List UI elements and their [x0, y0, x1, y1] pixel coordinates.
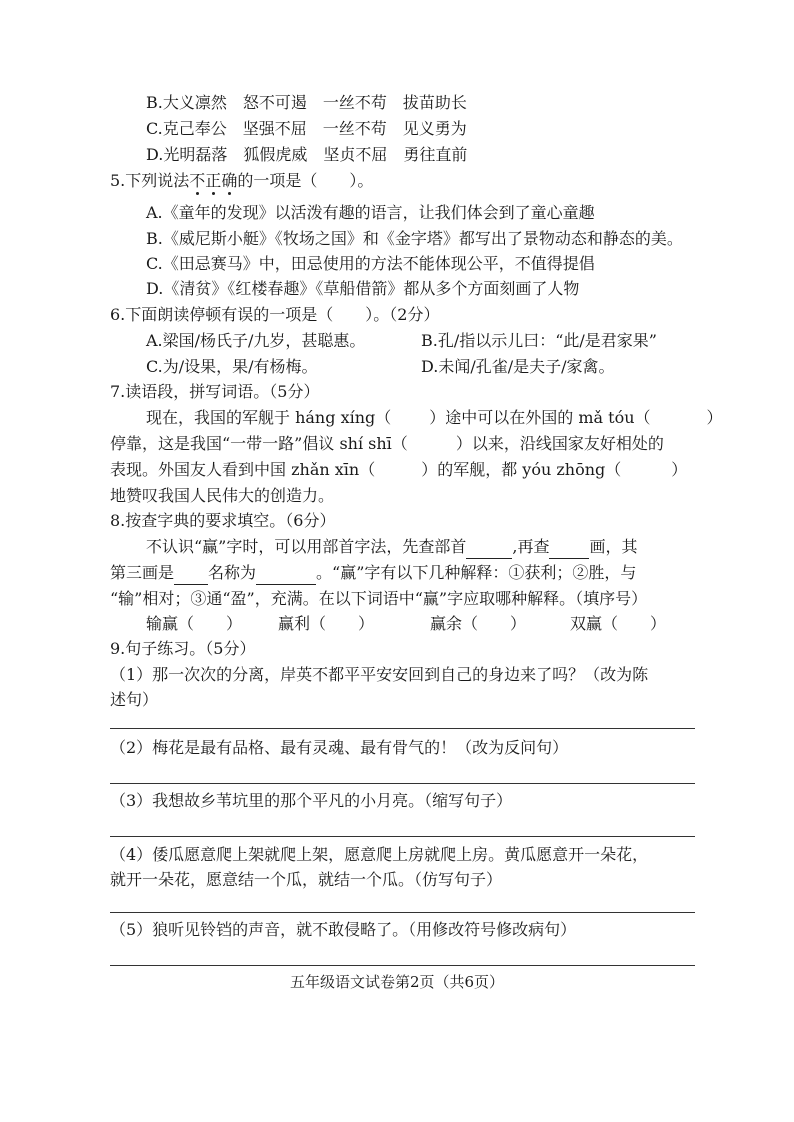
q7-text: ） [706, 408, 723, 427]
answer-line[interactable] [110, 783, 695, 784]
q6-option-d: D.未闻/孔雀/是夫子/家禽。 [421, 357, 615, 376]
q5-option-c: C.《田忌赛马》中，田忌使用的方法不能体现公平，不值得提倡 [146, 254, 595, 273]
radical-blank[interactable] [466, 536, 512, 559]
strokes-blank[interactable] [549, 536, 589, 559]
q8-text: ,再查 [512, 537, 550, 556]
page-footer: 五年级语文试卷第2页（共6页） [289, 973, 505, 991]
q7-text: ）以来，沿线国家友好相处的 [455, 434, 664, 453]
q6-option-a: A.梁国/杨氏子/九岁，甚聪惠。 [146, 331, 366, 350]
q8-text: 不认识“赢”字时，可以用部首字法，先查部首 [146, 537, 467, 556]
q9-sentence-2: （2）梅花是最有品格、最有灵魂、最有骨气的！（改为反问句） [110, 738, 569, 757]
q8-text: 画，其 [589, 537, 638, 556]
q5-stem-pre: 5.下列说法 [110, 171, 190, 190]
q7-text: 现在，我国的军舰于 háng xíng（ [146, 408, 392, 427]
q8-word-shuying[interactable]: 输赢（ ） [146, 614, 243, 633]
q7-text: 表现。外国友人看到中国 zhǎn xīn（ [110, 460, 376, 479]
q5-emphasis-char: 正 [205, 171, 222, 190]
q6-stem: 6.下面朗读停顿有误的一项是（ ）。（2分） [110, 305, 440, 324]
q7-text: ）途中可以在外国的 mǎ tóu（ [429, 408, 651, 427]
q8-line-1 [146, 536, 637, 559]
q6-option-b: B.孔/指以示儿曰：“此/是君家果” [421, 331, 657, 350]
q9-sentence-1-cont: 述句） [110, 690, 159, 709]
q7-line-2 [110, 433, 664, 455]
q5-stem [110, 170, 373, 192]
q6-option-c: C.为/设果，果/有杨梅。 [146, 357, 318, 376]
q9-stem: 9.句子练习。（5分） [110, 639, 256, 658]
answer-line[interactable] [110, 836, 695, 837]
q5-emphasis-char: 确 [221, 171, 238, 190]
q4-option-d: D.光明磊落 狐假虎威 坚贞不屈 勇往直前 [146, 145, 468, 164]
q5-stem-post: 的一项是（ ）。 [237, 171, 374, 190]
q7-line-4: 地赞叹我国人民伟大的创造力。 [110, 486, 335, 505]
q9-sentence-1: （1）那一次次的分离，岸英不都平平安安回到自己的身边来了吗？（改为陈 [110, 665, 649, 684]
third-stroke-blank[interactable] [174, 562, 208, 585]
q7-text: ） [671, 460, 688, 479]
q5-option-b: B.《威尼斯小艇》《牧场之国》和《金字塔》都写出了景物动态和静态的美。 [146, 229, 683, 248]
q8-stem: 8.按查字典的要求填空。（6分） [110, 511, 336, 530]
q5-option-a: A.《童年的发现》以活泼有趣的语言，让我们体会到了童心童趣 [146, 203, 595, 222]
answer-line[interactable] [110, 912, 695, 913]
q8-text: 第三画是 [110, 563, 175, 582]
q5-emphasis-char: 不 [189, 171, 206, 190]
q7-line-3 [110, 459, 687, 481]
q9-sentence-5: （5）狼听见铃铛的声音，就不敢侵略了。（用修改符号修改病句） [110, 920, 577, 939]
q4-option-b: B.大义凛然 怒不可遏 一丝不苟 拔苗助长 [146, 93, 467, 112]
q8-word-yingli[interactable]: 赢利（ ） [278, 614, 375, 633]
answer-line[interactable] [110, 728, 695, 729]
stroke-name-blank[interactable] [256, 562, 316, 585]
q8-word-yingyu[interactable]: 赢余（ ） [430, 614, 527, 633]
answer-line[interactable] [110, 965, 695, 966]
q4-option-c: C.克己奉公 坚强不屈 一丝不苟 见义勇为 [146, 119, 467, 138]
q9-sentence-4-cont: 就开一朵花，愿意结一个瓜，就结一个瓜。（仿写句子） [110, 870, 503, 889]
q8-text: 。“赢”字有以下几种解释：①获利；②胜，与 [316, 563, 637, 582]
q9-sentence-3: （3）我想故乡苇坑里的那个平凡的小月亮。（缩写句子） [110, 791, 513, 810]
q9-sentence-4: （4）倭瓜愿意爬上架就爬上架，愿意爬上房就爬上房。黄瓜愿意开一朵花， [110, 845, 649, 864]
q8-text: 名称为 [208, 563, 257, 582]
q8-line-3: “输”相对；③通“盈”，充满。在以下词语中“赢”字应取哪种解释。（填序号） [110, 589, 648, 608]
q8-line-2 [110, 562, 636, 585]
q5-option-d: D.《清贫》《红楼春趣》《草船借箭》都从多个方面刻画了人物 [146, 279, 580, 298]
q7-text: 停靠，这是我国“一带一路”倡议 shí shī（ [110, 434, 408, 453]
q7-text: ）的军舰，都 yóu zhōng（ [421, 460, 622, 479]
q8-word-shuangying[interactable]: 双赢（ ） [570, 614, 667, 633]
q7-stem: 7.读语段，拼写词语。（5分） [110, 382, 320, 401]
q7-line-1 [146, 407, 723, 429]
